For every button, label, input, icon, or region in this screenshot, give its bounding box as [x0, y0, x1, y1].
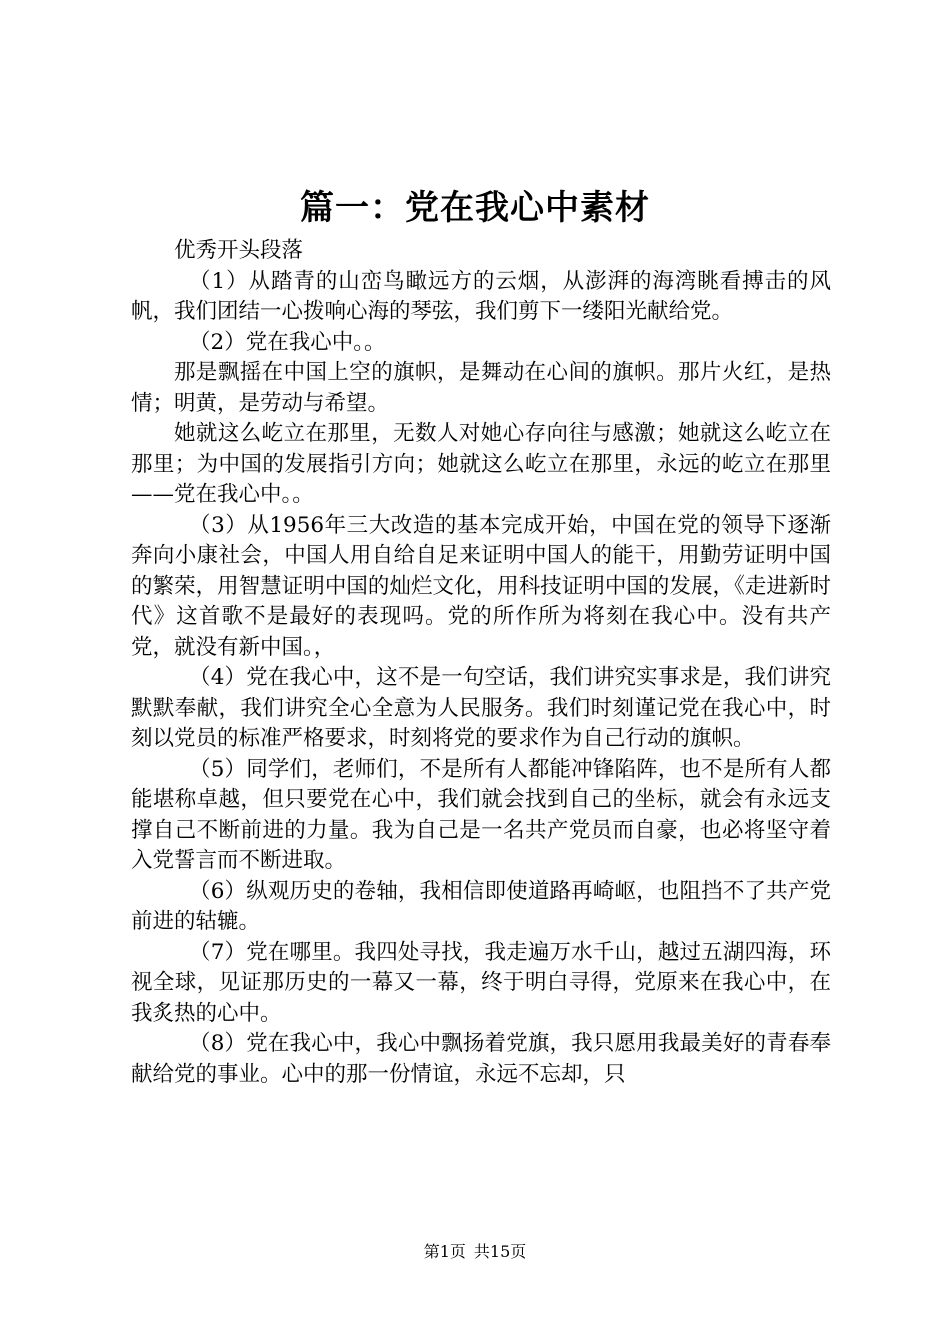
page-footer	[0, 1241, 950, 1263]
paragraph-2: （2）党在我心中。。	[189, 329, 386, 355]
paragraph-1: （1）从踏青的山峦鸟瞰远方的云烟，从澎湃的海湾眺看搏击的风帆，我们团结一心拨响心海的琴弦，我们剪下一缕阳光献给党。	[131, 268, 831, 324]
paragraph-heading-intro: 优秀开头段落	[174, 238, 304, 263]
paragraph-5: （5）同学们，老师们，不是所有人都能冲锋陷阵，也不是所有人都能堪称卓越，但只要党在心中，我们就会找到自己的坐标，就会有永远支撑自己不断前进的力量。我为自己是一名共产党员而自豪，也必将坚守着入党誓言而不断进取。	[131, 756, 831, 873]
paragraph-2-continued-b: 她就这么屹立在那里，无数人对她心存向往与感激；她就这么屹立在那里；为中国的发展指引方向；她就这么屹立在那里，永远的屹立在那里——党在我心中。。	[131, 421, 831, 507]
paragraph-6: （6）纵观历史的卷轴，我相信即使道路再崎岖，也阻挡不了共产党前进的轱辘。	[131, 878, 831, 934]
document-body	[131, 236, 831, 1090]
paragraph-7: （7）党在哪里。我四处寻找，我走遍万水千山，越过五湖四海，环视全球，见证那历史的一幕又一幕，终于明白寻得，党原来在我心中，在我炙热的心中。	[131, 939, 831, 1026]
page-total: 共15页	[473, 1242, 527, 1261]
paragraph-2-continued-a: 那是飘摇在中国上空的旗帜，是舞动在心间的旗帜。那片火红，是热情；明黄，是劳动与希望。	[131, 360, 831, 416]
paragraph-4: （4）党在我心中，这不是一句空话，我们讲究实事求是，我们讲究默默奉献，我们讲究全心全意为人民服务。我们时刻谨记党在我心中，时刻以党员的标准严格要求，时刻将党的要求作为自己行动的旗帜。	[131, 665, 831, 751]
paragraph-3: （3）从1956年三大改造的基本完成开始，中国在党的领导下逐渐奔向小康社会，中国人用自给自足来证明中国人的能干，用勤劳证明中国的繁荣，用智慧证明中国的灿烂文化，用科技证明中国的发展，《走进新时代》这首歌不是最好的表现吗。党的所作所为将刻在我心中。没有共产党，就没有新中国。，	[131, 512, 831, 660]
page-number: 第1页	[423, 1242, 466, 1261]
document-title: 篇一：党在我心中素材	[300, 188, 650, 228]
paragraph-8: （8）党在我心中，我心中飘扬着党旗，我只愿用我最美好的青春奉献给党的事业。心中的那一份情谊，永远不忘却，只	[131, 1031, 831, 1087]
